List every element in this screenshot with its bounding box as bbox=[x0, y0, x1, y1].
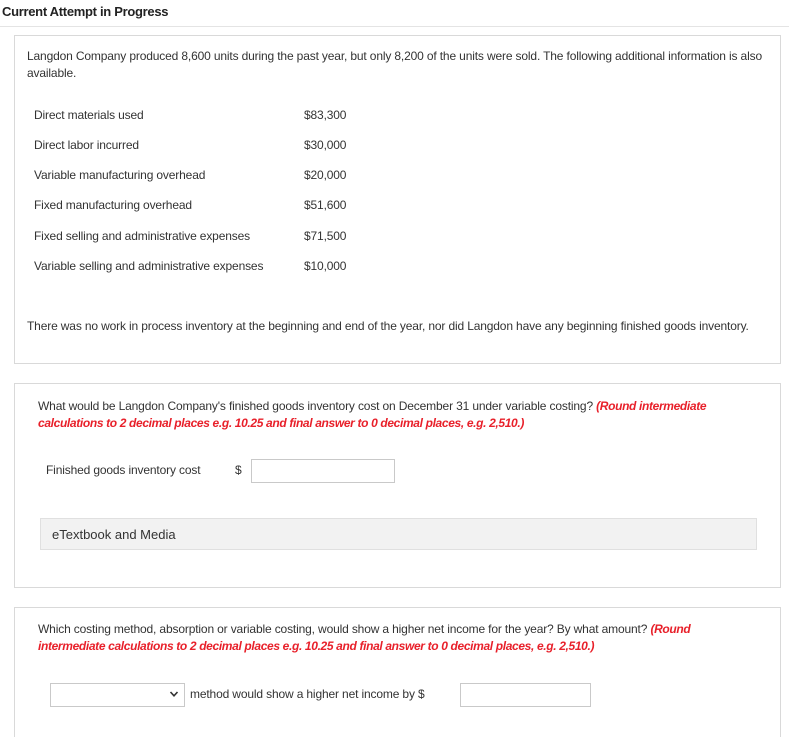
currency-symbol: $ bbox=[235, 463, 242, 477]
etextbook-media-button[interactable] bbox=[40, 518, 757, 550]
question1-hint: (Round intermediate calculations to 2 decimal places e.g. 10.25 and final answer to 0 decimal places, e.g. 2,510.) bbox=[38, 399, 707, 430]
method-text: method would show a higher net income by $ bbox=[190, 687, 425, 701]
info-value: $71,500 bbox=[304, 229, 347, 243]
question1-panel bbox=[14, 383, 781, 588]
info-value: $51,600 bbox=[304, 198, 347, 212]
info-label: Variable selling and administrative expenses bbox=[34, 259, 264, 273]
question1-text bbox=[38, 398, 758, 432]
etextbook-media-label: eTextbook and Media bbox=[52, 527, 176, 542]
info-label: Fixed selling and administrative expenses bbox=[34, 229, 250, 243]
page-header bbox=[0, 0, 789, 27]
finished-goods-label: Finished goods inventory cost bbox=[46, 463, 201, 477]
finished-goods-inventory-input[interactable] bbox=[251, 459, 395, 483]
info-value: $83,300 bbox=[304, 108, 347, 122]
costing-method-select[interactable] bbox=[50, 683, 185, 707]
info-value: $30,000 bbox=[304, 138, 347, 152]
question2-prompt: Which costing method, absorption or variable costing, would show a higher net income for the year? By what amount? bbox=[38, 622, 651, 636]
info-label: Variable manufacturing overhead bbox=[34, 168, 206, 182]
page-title: Current Attempt in Progress bbox=[2, 4, 169, 19]
chevron-down-icon bbox=[169, 689, 179, 699]
info-value: $20,000 bbox=[304, 168, 347, 182]
problem-intro: Langdon Company produced 8,600 units during the past year, but only 8,200 of the units were sold. The following additional information is also available. bbox=[27, 49, 762, 80]
info-value: $10,000 bbox=[304, 259, 347, 273]
question2-text bbox=[38, 621, 758, 655]
question1-prompt: What would be Langdon Company's finished goods inventory cost on December 31 under variable costing? bbox=[38, 399, 597, 413]
info-label: Direct labor incurred bbox=[34, 138, 139, 152]
problem-panel bbox=[14, 35, 781, 364]
question2-panel bbox=[14, 607, 781, 737]
info-label: Direct materials used bbox=[34, 108, 144, 122]
problem-note: There was no work in process inventory at the beginning and end of the year, nor did Langdon have any beginning finished goods inventory. bbox=[27, 319, 749, 333]
net-income-difference-input[interactable] bbox=[460, 683, 591, 707]
info-label: Fixed manufacturing overhead bbox=[34, 198, 192, 212]
question2-hint: (Round intermediate calculations to 2 decimal places e.g. 10.25 and final answer to 0 decimal places, e.g. 2,510.) bbox=[38, 622, 691, 653]
